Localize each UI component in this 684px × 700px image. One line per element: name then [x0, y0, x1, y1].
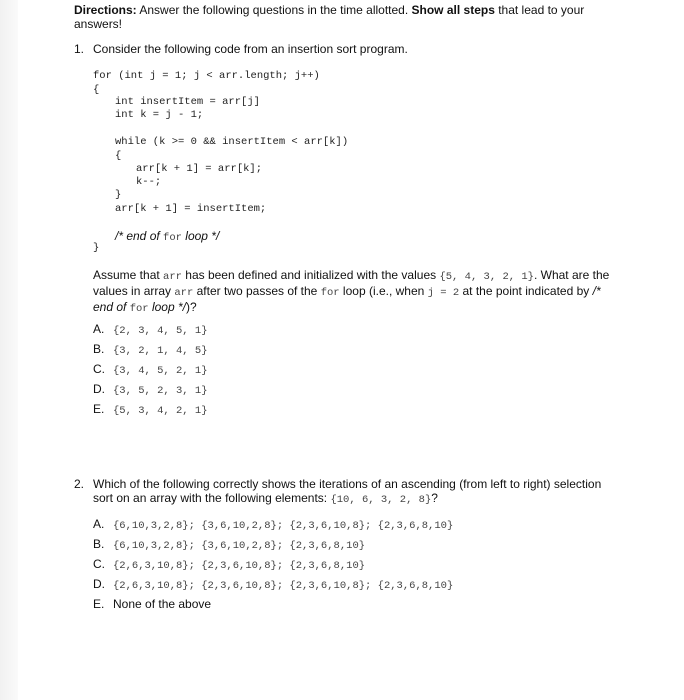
directions-label: Directions: — [74, 3, 137, 17]
q2-option-e[interactable]: E. None of the above — [93, 597, 212, 611]
code-line: int insertItem = arr[j] — [115, 96, 260, 108]
q2-option-b[interactable]: B. {6,10,3,2,8}; {3,6,10,2,8}; {2,3,6,8,10} — [93, 537, 366, 552]
question-1-number: 1. — [74, 42, 85, 56]
code-line: int k = j - 1; — [115, 109, 204, 121]
code-line: arr[k + 1] = insertItem; — [115, 203, 267, 215]
code-line: { — [115, 150, 122, 162]
q2-option-a[interactable]: A. {6,10,3,2,8}; {3,6,10,2,8}; {2,3,6,10,8}; {2,3,6,8,10} — [93, 517, 454, 532]
code-line: while (k >= 0 && insertItem < arr[k]) — [115, 136, 349, 148]
code-line: } — [93, 242, 100, 254]
q1-option-b[interactable]: B. {3, 2, 1, 4, 5} — [93, 342, 208, 357]
code-line: } — [115, 189, 122, 201]
question-2-number: 2. — [74, 477, 85, 491]
page-edge-shadow — [0, 0, 18, 700]
code-line: arr[k + 1] = arr[k]; — [136, 163, 263, 175]
question-1-assumption: Assume that arr has been defined and initialized with the values {5, 4, 3, 2, 1}. What are the values in array arr after two passes of the for loop (i.e., when j = 2 at the point indicated by /* end of for loop */)? — [93, 268, 610, 315]
code-line: for (int j = 1; j < arr.length; j++) — [93, 70, 320, 82]
q1-option-d[interactable]: D. {3, 5, 2, 3, 1} — [93, 382, 208, 397]
code-comment: /* end of for loop */ — [115, 229, 220, 244]
directions-emphasis: Show all steps — [411, 3, 495, 17]
q1-option-e[interactable]: E. {5, 3, 4, 2, 1} — [93, 402, 208, 417]
directions-text-1: Answer the following questions in the time allotted. — [136, 3, 412, 17]
question-1-prompt: Consider the following code from an insertion sort program. — [93, 42, 408, 56]
q2-option-c[interactable]: C. {2,6,3,10,8}; {2,3,6,10,8}; {2,3,6,8,10} — [93, 557, 366, 572]
question-2-prompt: Which of the following correctly shows the iterations of an ascending (from left to right) selection sort on an array with the following elements: {10, 6, 3, 2, 8}? — [93, 477, 602, 506]
code-line: k--; — [136, 176, 162, 188]
q1-option-a[interactable]: A. {2, 3, 4, 5, 1} — [93, 322, 208, 337]
q1-option-c[interactable]: C. {3, 4, 5, 2, 1} — [93, 362, 208, 377]
directions-text-2: that lead to your answers! — [74, 3, 585, 31]
q2-option-d[interactable]: D. {2,6,3,10,8}; {2,3,6,10,8}; {2,3,6,10,8}; {2,3,6,8,10} — [93, 577, 454, 592]
directions — [74, 3, 614, 31]
code-line: { — [93, 84, 100, 96]
